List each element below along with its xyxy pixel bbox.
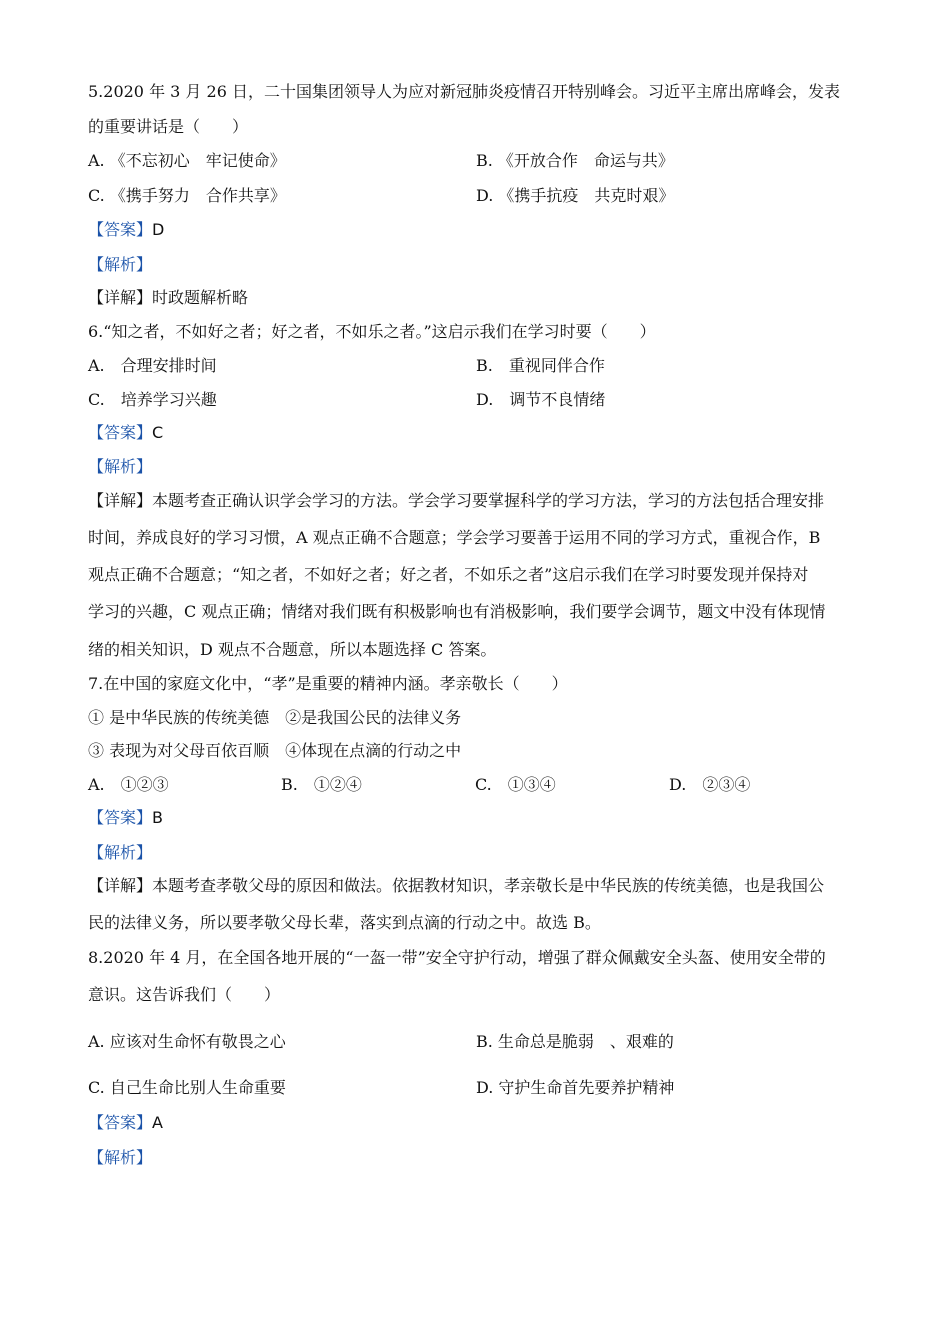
answer-tag: 【答案】 bbox=[88, 220, 153, 239]
detail-tag: 【详解】 bbox=[88, 876, 153, 895]
detail-tag: 【详解】 bbox=[88, 491, 153, 510]
q6-detail-line2: 时间，养成良好的学习习惯，A 观点正确不合题意；学会学习要善于运用不同的学习方式，重视合作，B bbox=[88, 528, 821, 547]
q6-stem: 6.“知之者，不如好之者；好之者，不如乐之者。”这启示我们在学习时要（ ） bbox=[88, 322, 656, 341]
q8-stem-line2: 意识。这告诉我们（ ） bbox=[88, 985, 281, 1004]
q6-detail-line4: 学习的兴趣，C 观点正确；情绪对我们既有积极影响也有消极影响，我们要学会调节，题文中没有体现情 bbox=[88, 602, 826, 621]
answer-tag: 【答案】 bbox=[88, 423, 153, 442]
answer-tag: 【答案】 bbox=[88, 1113, 153, 1132]
q7-analysis-tag: 【解析】 bbox=[88, 843, 153, 862]
q5-stem-line2: 的重要讲话是（ ） bbox=[88, 117, 249, 136]
detail-text: 本题考查孝敬父母的原因和做法。依据教材知识，孝亲敬长是中华民族的传统美德，也是我国公 bbox=[152, 876, 825, 895]
answer-value: D bbox=[152, 220, 165, 239]
q5-option-b: B. 《开放合作 命运与共》 bbox=[476, 151, 674, 170]
answer-value: C bbox=[152, 423, 164, 442]
q6-option-c: C. 培养学习兴趣 bbox=[88, 390, 217, 409]
q8-option-c: C. 自己生命比别人生命重要 bbox=[88, 1078, 286, 1097]
q7-option-a: A. ①②③ bbox=[88, 775, 169, 794]
q5-analysis-tag: 【解析】 bbox=[88, 255, 153, 274]
q7-option-d: D. ②③④ bbox=[669, 775, 751, 794]
q5-option-c: C. 《携手努力 合作共享》 bbox=[88, 186, 286, 205]
q5-option-a: A. 《不忘初心 牢记使命》 bbox=[88, 151, 286, 170]
q7-option-b: B. ①②④ bbox=[281, 775, 362, 794]
q8-answer bbox=[88, 1113, 163, 1133]
detail-text: 时政题解析略 bbox=[152, 288, 249, 307]
q6-answer bbox=[88, 423, 163, 443]
answer-value: A bbox=[152, 1113, 163, 1132]
q7-items-1-2: ① 是中华民族的传统美德 ②是我国公民的法律义务 bbox=[88, 708, 462, 727]
q6-detail-line5: 绪的相关知识，D 观点不合题意，所以本题选择 C 答案。 bbox=[88, 640, 497, 659]
q5-option-d: D. 《携手抗疫 共克时艰》 bbox=[476, 186, 675, 205]
q6-option-b: B. 重视同伴合作 bbox=[476, 356, 605, 375]
q7-detail-line1 bbox=[88, 876, 824, 896]
q5-stem-line1: 5.2020 年 3 月 26 日，二十国集团领导人为应对新冠肺炎疫情召开特别峰会。习近平主席出席峰会，发表 bbox=[88, 82, 840, 101]
answer-value: B bbox=[152, 808, 163, 827]
q7-option-c: C. ①③④ bbox=[475, 775, 556, 794]
q5-detail bbox=[88, 288, 248, 308]
q8-stem-line1: 8.2020 年 4 月，在全国各地开展的“一盔一带”安全守护行动，增强了群众佩戴安全头盔、使用安全带的 bbox=[88, 948, 826, 967]
detail-text: 本题考查正确认识学会学习的方法。学会学习要掌握科学的学习方法，学习的方法包括合理安排 bbox=[152, 491, 825, 510]
q6-option-d: D. 调节不良情绪 bbox=[476, 390, 606, 409]
answer-tag: 【答案】 bbox=[88, 808, 153, 827]
q8-option-b: B. 生命总是脆弱 、艰难的 bbox=[476, 1032, 674, 1051]
q7-stem: 7.在中国的家庭文化中，“孝”是重要的精神内涵。孝亲敬长（ ） bbox=[88, 674, 568, 693]
q7-items-3-4: ③ 表现为对父母百依百顺 ④体现在点滴的行动之中 bbox=[88, 741, 462, 760]
q6-detail-line3: 观点正确不合题意；“知之者，不如好之者；好之者，不如乐之者”这启示我们在学习时要发现并保持对 bbox=[88, 565, 809, 584]
q6-analysis-tag: 【解析】 bbox=[88, 457, 153, 476]
q6-option-a: A. 合理安排时间 bbox=[88, 356, 217, 375]
detail-tag: 【详解】 bbox=[88, 288, 153, 307]
q5-answer bbox=[88, 220, 164, 240]
q7-detail-line2: 民的法律义务，所以要孝敬父母长辈，落实到点滴的行动之中。故选 B。 bbox=[88, 913, 601, 932]
q8-option-d: D. 守护生命首先要养护精神 bbox=[476, 1078, 675, 1097]
q6-detail-line1 bbox=[88, 491, 824, 511]
q8-option-a: A. 应该对生命怀有敬畏之心 bbox=[88, 1032, 286, 1051]
q8-analysis-tag: 【解析】 bbox=[88, 1148, 153, 1167]
q7-answer bbox=[88, 808, 163, 828]
